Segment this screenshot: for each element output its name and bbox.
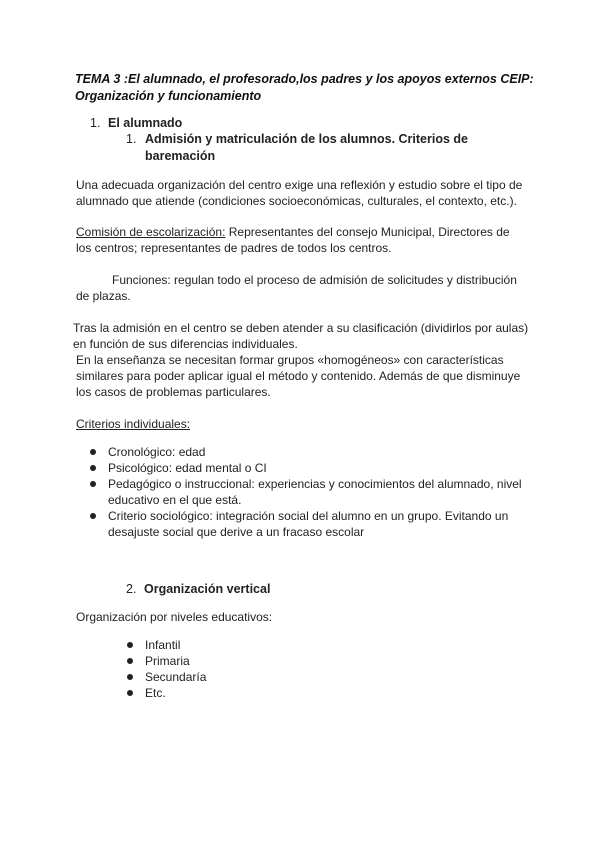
comision-text: Representantes del consejo Municipal, Directores de los centros; representantes de padres de todos los centros. <box>76 225 510 255</box>
paragraph-comision <box>76 224 526 256</box>
comision-label: Comisión de escolarización: <box>76 225 226 239</box>
list-item: Secundaría <box>127 669 427 685</box>
section-title: El alumnado <box>108 116 183 130</box>
niveles-list <box>127 637 427 701</box>
paragraph-admision: Tras la admisión en el centro se deben atender a su clasificación (dividirlos por aulas) en función de sus diferencias individuales. <box>73 321 529 351</box>
document-title: TEMA 3 :El alumnado, el profesorado,los padres y los apoyos externos CEIP: Organización y funcionamiento <box>75 72 534 103</box>
list-item: Cronológico: edad <box>90 444 530 460</box>
section-number: 1. <box>90 116 101 130</box>
bullet-icon <box>127 658 133 664</box>
list-item: Etc. <box>127 685 427 701</box>
criterios-label: Criterios individuales: <box>76 417 191 431</box>
subsection-title: Admisión y matriculación de los alumnos. Criterios de baremación <box>145 132 468 163</box>
bullet-icon <box>90 465 96 471</box>
bullet-icon <box>90 481 96 487</box>
criterios-list <box>90 444 530 540</box>
subsection-heading-admision <box>126 131 486 165</box>
section-title: Organización vertical <box>144 582 271 596</box>
subsection-number: 1. <box>126 132 137 146</box>
section-heading-alumnado <box>90 115 182 131</box>
paragraph-funciones: Funciones: regulan todo el proceso de admisión de solicitudes y distribución de plazas. <box>76 273 517 303</box>
niveles-intro: Organización por niveles educativos: <box>76 610 273 624</box>
paragraph-homogeneos: En la enseñanza se necesitan formar grupos «homogéneos» con características similares para poder aplicar igual el método y contenido. Además de que disminuye los casos de problemas particulares. <box>76 353 521 399</box>
list-item: Primaria <box>127 653 427 669</box>
section-heading-vertical <box>126 581 270 597</box>
list-item: Criterio sociológico: integración social del alumno en un grupo. Evitando un desajuste social que derive a un fracaso escolar <box>90 508 530 540</box>
bullet-icon <box>90 513 96 519</box>
list-item: Psicológico: edad mental o CI <box>90 460 530 476</box>
bullet-icon <box>90 449 96 455</box>
bullet-icon <box>127 674 133 680</box>
list-item: Pedagógico o instruccional: experiencias y conocimientos del alumnado, nivel educativo en el que está. <box>90 476 530 508</box>
paragraph-organizacion: Una adecuada organización del centro exige una reflexión y estudio sobre el tipo de alumnado que atiende (condiciones socioeconómicas, culturales, el contexto, etc.). <box>76 178 523 208</box>
list-item: Infantil <box>127 637 427 653</box>
bullet-icon <box>127 642 133 648</box>
section-number: 2. <box>126 582 137 596</box>
bullet-icon <box>127 690 133 696</box>
